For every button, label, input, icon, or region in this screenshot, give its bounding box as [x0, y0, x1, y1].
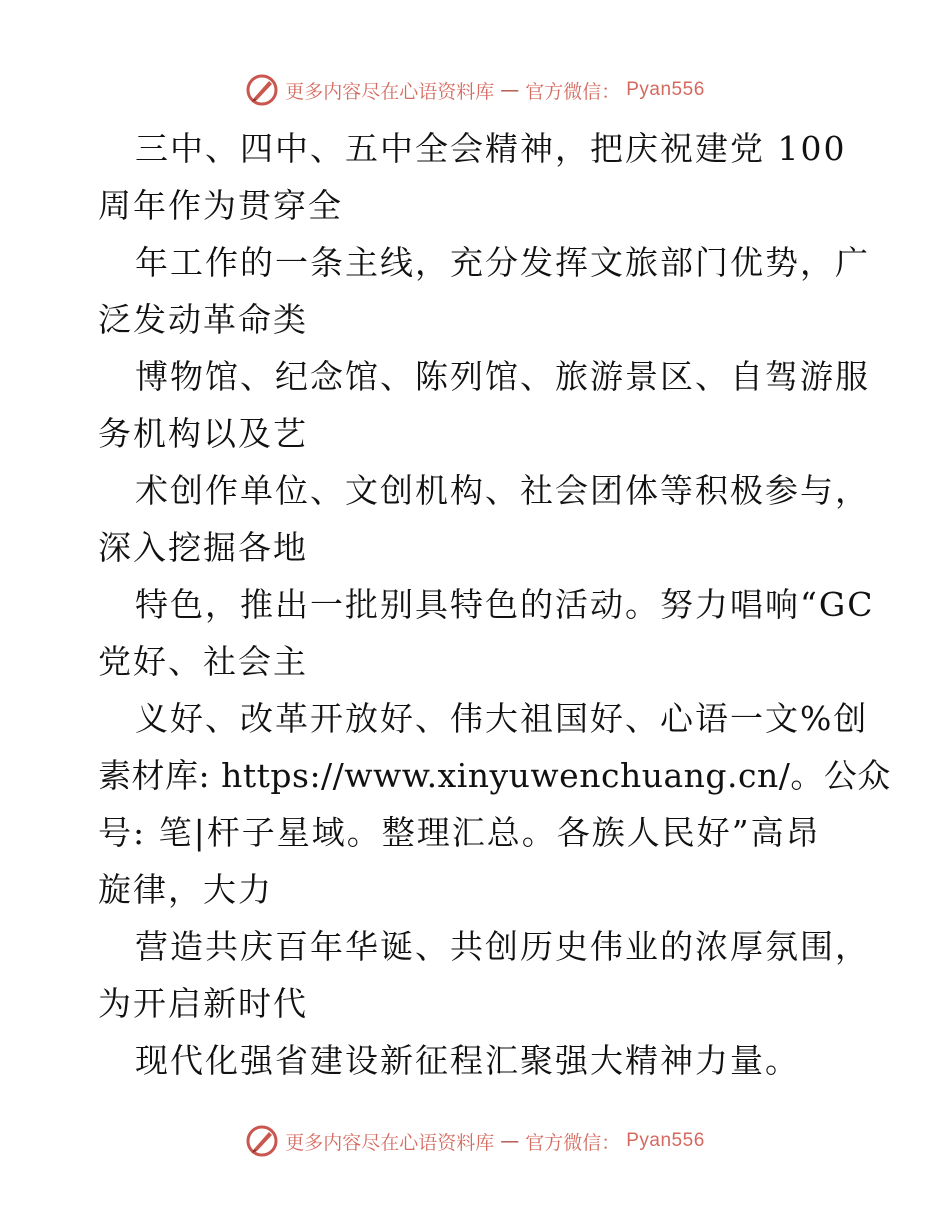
- text-line: 号: 笔|杆子星域。整理汇总。各族人民好”高昂: [98, 813, 821, 852]
- text-line: 泛发动革命类: [98, 300, 308, 339]
- watermark-separator: —: [500, 1130, 520, 1152]
- watermark-id: Pyan556: [626, 79, 705, 100]
- watermark-contact: 官方微信：: [525, 80, 621, 103]
- text-line: 博物馆、纪念馆、陈列馆、旅游景区、自驾游服: [135, 357, 870, 396]
- quill-pen-logo-icon: [245, 73, 279, 107]
- text-line: 现代化强省建设新征程汇聚强大精神力量。: [135, 1041, 800, 1080]
- text-line: 深入挖掘各地: [98, 528, 308, 567]
- quill-pen-logo-icon: [245, 1124, 279, 1158]
- text-line: 旋律，大力: [98, 870, 273, 909]
- text-line: 三中、四中、五中全会精神，把庆祝建党 100: [135, 129, 847, 168]
- watermark-header: [0, 72, 950, 108]
- watermark-contact: 官方微信：: [525, 1131, 621, 1154]
- text-line: 务机构以及艺: [98, 414, 308, 453]
- text-line: 素材库: https://www.xinyuwenchuang.cn/。公众: [98, 756, 891, 795]
- text-line: 为开启新时代: [98, 984, 308, 1023]
- watermark-separator: —: [500, 79, 520, 101]
- text-line: 术创作单位、文创机构、社会团体等积极参与，: [135, 471, 870, 510]
- text-line: 周年作为贯穿全: [98, 186, 343, 225]
- text-line: 营造共庆百年华诞、共创历史伟业的浓厚氛围，: [135, 927, 870, 966]
- text-line: 义好、改革开放好、伟大祖国好、心语一文%创: [135, 699, 869, 738]
- watermark-brand: 更多内容尽在心语资料库: [285, 80, 495, 103]
- text-line: 年工作的一条主线，充分发挥文旅部门优势，广: [135, 243, 870, 282]
- document-body: [98, 120, 891, 1089]
- text-line: 党好、社会主: [98, 642, 308, 681]
- watermark-footer: [0, 1123, 950, 1159]
- watermark-brand: 更多内容尽在心语资料库: [285, 1131, 495, 1154]
- text-line: 特色，推出一批别具特色的活动。努力唱响“GC: [135, 585, 875, 624]
- watermark-id: Pyan556: [626, 1130, 705, 1151]
